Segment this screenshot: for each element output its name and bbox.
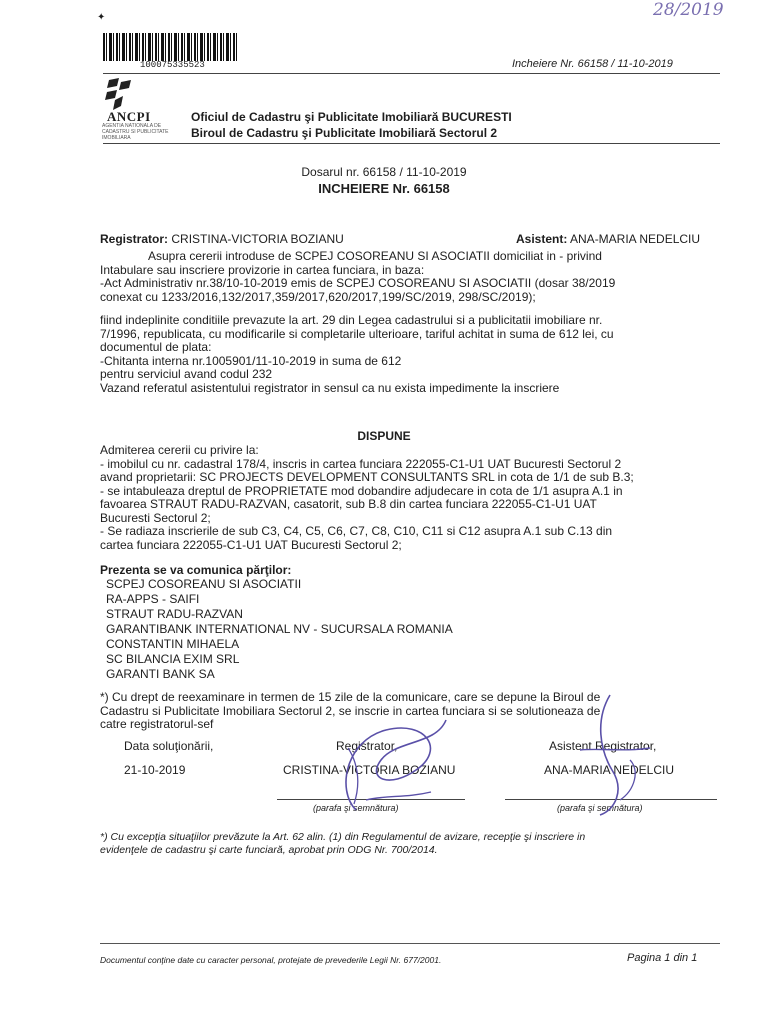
text-line: - se intabuleaza dreptul de PROPRIETATE mod dobandire adjudecare in cota de 1/1 asupra A.1 in xyxy=(100,483,623,498)
text-line: conexat cu 1233/2016,132/2017,359/2017,620/2017,199/SC/2019, 298/SC/2019); xyxy=(100,289,536,304)
dispune-heading: DISPUNE xyxy=(357,429,411,443)
text-line: -Chitanta interna nr.1005901/11-10-2019 in suma de 612 xyxy=(100,353,402,368)
logo-name: ANCPI xyxy=(107,109,151,124)
page-number: Pagina 1 din 1 xyxy=(627,952,698,964)
registrator-signature-icon xyxy=(296,700,466,820)
punch-mark: ✦ xyxy=(97,12,106,23)
asistent-sig-label: Asistent Registrator, xyxy=(549,739,657,753)
text-line: 7/1996, republicata, cu modificarile si completarile ulterioare, tariful achitat in suma de 612 lei, cu xyxy=(100,326,614,341)
text-line: fiind indeplinite conditiile prevazute la art. 29 din Legea cadastrului si a publicitatii imobiliare nr. xyxy=(100,313,603,327)
parti-list xyxy=(106,577,453,682)
text-line: Admiterea cererii cu privire la: xyxy=(100,443,259,457)
asistent-sig-name: ANA-MARIA NEDELCIU xyxy=(544,763,675,777)
text-line: Asupra cererii introduse de SCPEJ COSOREANU SI ASOCIATII domiciliat in - privind xyxy=(148,249,602,263)
header-divider xyxy=(103,73,720,74)
logo-subtext: AGENTIA NATIONALA DE CADASTRU SI PUBLICITATE IMOBILIARA xyxy=(102,123,169,141)
text-line: Vazand referatul asistentului registrator in sensul ca nu exista impedimente la inscriere xyxy=(100,380,560,395)
text-line: documentul de plata: xyxy=(100,340,212,354)
dosar-number: Dosarul nr. 66158 / 11-10-2019 xyxy=(301,165,467,179)
data-solutionarii-label: Data soluţionării, xyxy=(124,739,214,753)
footer-divider xyxy=(100,943,720,944)
asistent-label: Asistent: xyxy=(516,232,568,246)
document-title: INCHEIERE Nr. 66158 xyxy=(318,181,450,196)
registrator-parafa-label: (parafa şi semnătura) xyxy=(313,803,399,813)
footer-privacy-text: Documentul conţine date cu caracter personal, protejate de prevederile Legii Nr. 677/2001. xyxy=(100,955,442,965)
barcode-image xyxy=(103,33,239,61)
asistent-signature-icon xyxy=(540,690,680,820)
text-line: catre registratorul-sef xyxy=(100,717,214,731)
text-line: Cadastru si Publicitate Imobiliara Sectorul 2, se inscrie in cartea funciara si se solutioneaza de xyxy=(100,703,601,718)
registrator-name: CRISTINA-VICTORIA BOZIANU xyxy=(171,232,344,246)
text-line: - imobilul cu nr. cadastral 178/4, inscris in cartea funciara 222055-C1-U1 UAT Bucuresti Sectorul 2 xyxy=(100,456,622,471)
text-line: pentru serviciul avand codul 232 xyxy=(100,367,273,381)
party-item: SC BILANCIA EXIM SRL xyxy=(106,652,240,666)
office-subtitle: Biroul de Cadastru şi Publicitate Imobiliară Sectorul 2 xyxy=(191,126,498,140)
party-item: RA-APPS - SAIFI xyxy=(106,592,200,606)
text-line: *) Cu excepţia situaţiilor prevăzute la Art. 62 alin. (1) din Regulamentul de avizare, recepţie şi inscriere in xyxy=(100,831,586,843)
office-title: Oficiul de Cadastru şi Publicitate Imobiliară BUCURESTI xyxy=(191,110,512,124)
asistent-name: ANA-MARIA NEDELCIU xyxy=(570,232,701,246)
registrator-label: Registrator: xyxy=(100,232,169,246)
text-line: - Se radiaza inscrierile de sub C3, C4, C5, C6, C7, C8, C10, C11 si C12 asupra A.1 sub C.13 din xyxy=(100,524,613,538)
party-item: GARANTI BANK SA xyxy=(106,667,215,681)
party-item: STRAUT RADU-RAZVAN xyxy=(106,607,243,621)
admitere-paragraph xyxy=(100,444,724,552)
barcode-number: 100075335523 xyxy=(140,60,205,70)
header-reference: Incheiere Nr. 66158 / 11-10-2019 xyxy=(512,58,673,70)
text-line: evidenţele de cadastru şi carte funciară, aprobat prin ODG Nr. 700/2014. xyxy=(100,844,438,856)
parti-heading: Prezenta se va comunica părţilor: xyxy=(100,563,292,577)
registrator-line xyxy=(100,232,344,247)
text-line: cartea funciara 222055-C1-U1 UAT Bucuresti Sectorul 2; xyxy=(100,537,402,552)
text-line: favoarea STRAUT RADU-RAZVAN, casatorit, sub B.8 din cartea funciara 222055-C1-U1 UAT xyxy=(100,497,597,511)
footnote xyxy=(100,831,720,857)
registrator-sig-label: Registrator, xyxy=(336,739,398,753)
text-line: *) Cu drept de reexaminare in termen de 15 zile de la comunicare, care se depune la Biroul de xyxy=(100,690,601,704)
text-line: -Act Administrativ nr.38/10-10-2019 emis de SCPEJ COSOREANU SI ASOCIATII (dosar 38/2019 xyxy=(100,276,616,290)
handwritten-note: 28/2019 xyxy=(653,0,724,20)
office-divider xyxy=(103,143,720,144)
party-item: GARANTIBANK INTERNATIONAL NV - SUCURSALA ROMANIA xyxy=(106,622,453,636)
party-item: SCPEJ COSOREANU SI ASOCIATII xyxy=(106,577,302,591)
data-solutionarii-value: 21-10-2019 xyxy=(124,763,186,777)
text-line: avand proprietarii: SC PROJECTS DEVELOPMENT CONSULTANTS SRL in cota de 1/1 de sub B.3; xyxy=(100,470,634,484)
text-line: Intabulare sau inscriere provizorie in cartea funciara, in baza: xyxy=(100,262,425,277)
cerere-paragraph xyxy=(100,250,724,304)
conditii-paragraph xyxy=(100,314,724,395)
asistent-parafa-label: (parafa şi semnătura) xyxy=(557,803,643,813)
registrator-sig-name: CRISTINA-VICTORIA BOZIANU xyxy=(283,763,456,777)
asistent-line xyxy=(516,232,700,247)
party-item: CONSTANTIN MIHAELA xyxy=(106,637,240,651)
text-line: Bucuresti Sectorul 2; xyxy=(100,510,211,525)
